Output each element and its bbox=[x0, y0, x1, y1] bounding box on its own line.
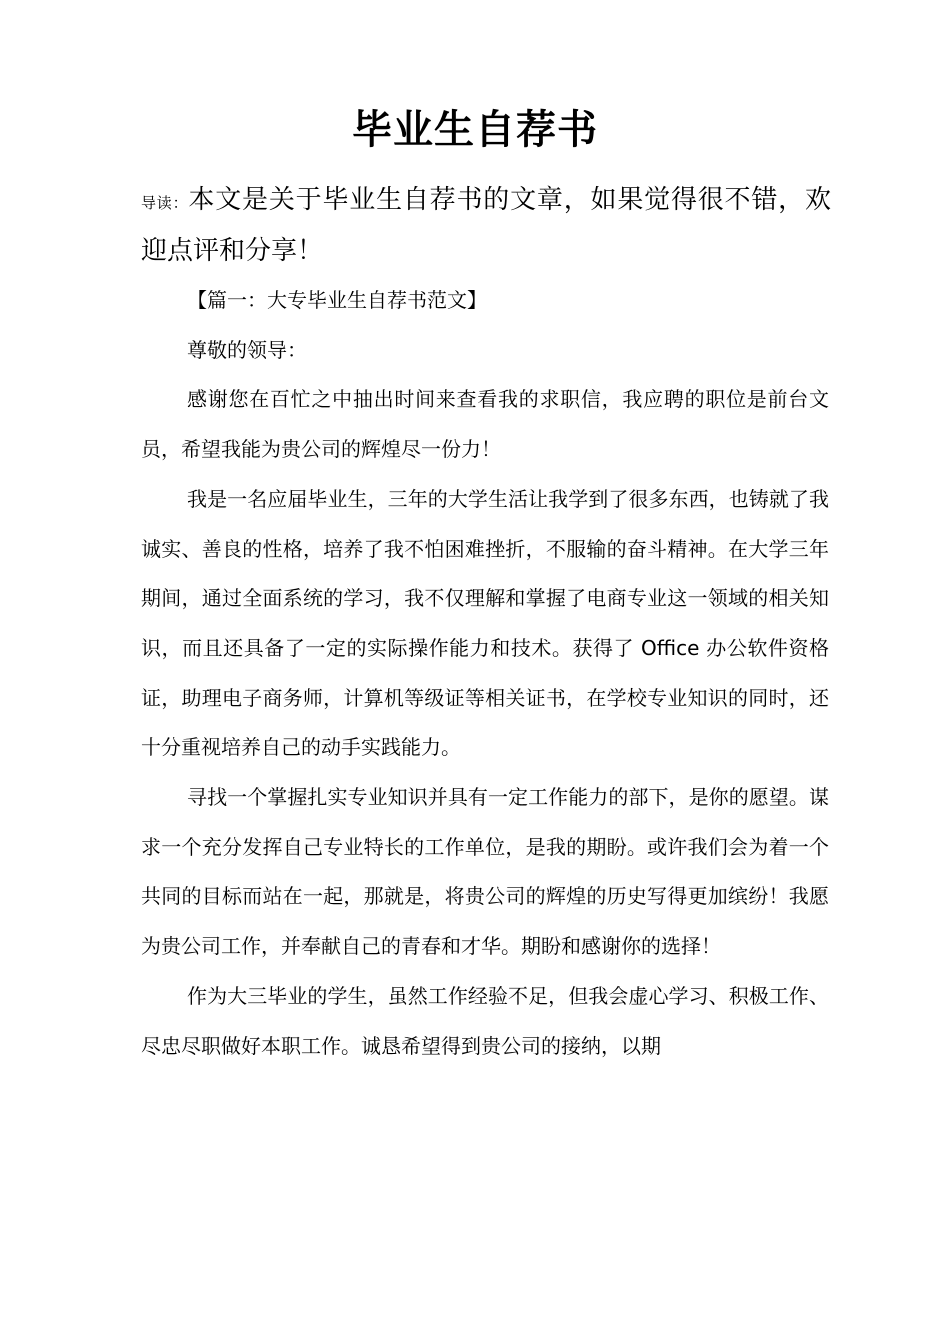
body-paragraph: 作为大三毕业的学生，虽然工作经验不足，但我会虚心学习、积极工作、尽忠尽职做好本职工作。诚恳希望得到贵公司的接纳，以期 bbox=[141, 983, 829, 1058]
body-paragraph: 寻找一个掌握扎实专业知识并具有一定工作能力的部下，是你的愿望。谋求一个充分发挥自己专业特长的工作单位，是我的期盼。或许我们会为着一个共同的目标而站在一起，那就是，将贵公司的辉煌的历史写得更加缤纷！我愿为贵公司工作，并奉献自己的青春和才华。期盼和感谢你的选择！ bbox=[141, 785, 829, 959]
intro-text: 本文是关于毕业生自荐书的文章，如果觉得很不错，欢迎点评和分享！ bbox=[141, 185, 831, 266]
document-title: 毕业生自荐书 bbox=[352, 107, 598, 153]
intro-block bbox=[141, 176, 831, 275]
document-body bbox=[141, 276, 829, 1071]
body-paragraph: 我是一名应届毕业生，三年的大学生活让我学到了很多东西，也铸就了我诚实、善良的性格，培养了我不怕困难挫折，不服输的奋斗精神。在大学三年期间，通过全面系统的学习，我不仅理解和掌握了电商专业这一领域的相关知识，而且还具备了一定的实际操作能力和技术。获得了 Office 办公软件资格证，助理电子商务师，计算机等级证等相关证书，在学校专业知识的同时，还十分重视培养自己的动手实践能力。 bbox=[141, 486, 829, 760]
intro-lead: 导读： bbox=[141, 194, 189, 212]
salutation: 尊敬的领导： bbox=[187, 337, 307, 362]
section-heading: 【篇一：大专毕业生自荐书范文】 bbox=[187, 288, 487, 312]
body-paragraph: 感谢您在百忙之中抽出时间来查看我的求职信，我应聘的职位是前台文员，希望我能为贵公司的辉煌尽一份力！ bbox=[141, 387, 829, 462]
